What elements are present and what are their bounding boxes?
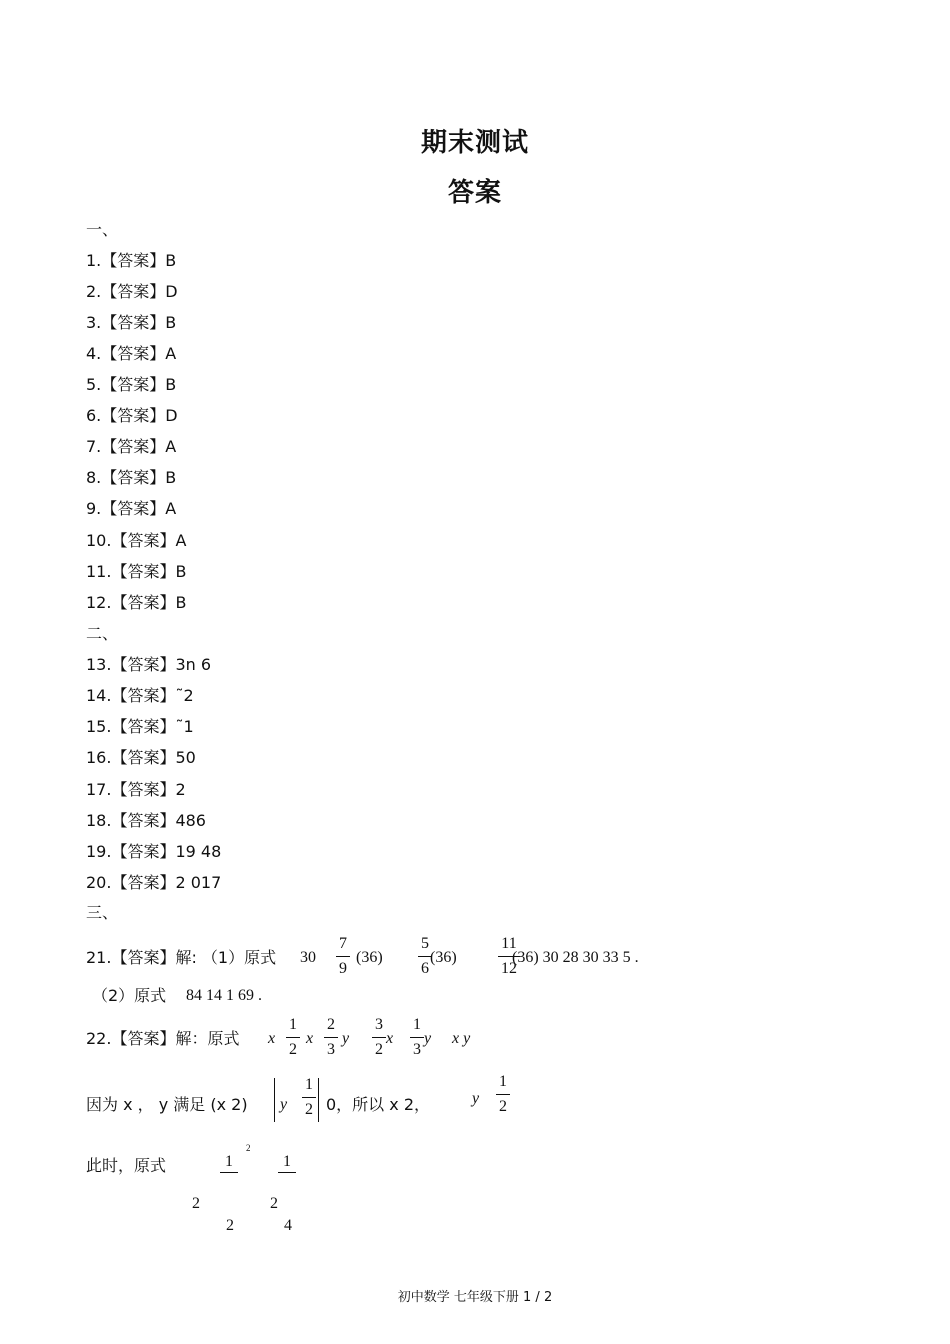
answer-item: 5.【答案】B bbox=[86, 375, 177, 394]
q21-part4: (36) 30 28 30 33 5 . bbox=[512, 949, 639, 966]
q22-since-f-num: 1 bbox=[305, 1076, 313, 1093]
q21-line2: （2）原式 bbox=[92, 986, 167, 1005]
q21-f3-den: 12 bbox=[501, 960, 517, 977]
q22-f3-num: 3 bbox=[375, 1016, 383, 1033]
q22-y-f-num: 1 bbox=[499, 1073, 507, 1090]
q22-then-row3b: 4 bbox=[284, 1217, 292, 1234]
answer-item: 3.【答案】B bbox=[86, 313, 177, 332]
q22-then-fraction-2 bbox=[278, 1152, 296, 1173]
q22-then-f1-num: 1 bbox=[225, 1153, 233, 1170]
q21-f1-num: 7 bbox=[339, 935, 347, 952]
abs-bar-right bbox=[318, 1078, 319, 1122]
q22-then-f2-den: 2 bbox=[270, 1195, 278, 1212]
q22-f1-den: 2 bbox=[289, 1041, 297, 1058]
q22-prefix: 22.【答案】解：原式 bbox=[86, 1029, 240, 1048]
answer-item: 1.【答案】B bbox=[86, 251, 177, 270]
page-subtitle: 答案 bbox=[447, 178, 502, 208]
q21-f2-num: 5 bbox=[421, 935, 429, 952]
section-one: 一、 bbox=[86, 220, 119, 239]
q21-fraction-1 bbox=[336, 934, 350, 979]
answer-item: 20.【答案】2 017 bbox=[86, 873, 222, 892]
q21-part3: (36) bbox=[430, 949, 457, 966]
q21-part2: (36) bbox=[356, 949, 383, 966]
answer-item: 2.【答案】D bbox=[86, 282, 178, 301]
page-footer: 初中数学 七年级下册 1 / 2 bbox=[397, 1290, 553, 1305]
q21-line2-expr: 84 14 1 69 . bbox=[186, 987, 262, 1004]
q21-f3-num: 11 bbox=[501, 935, 517, 952]
q22-since-fraction bbox=[302, 1075, 316, 1120]
q22-fraction-1 bbox=[286, 1015, 300, 1060]
q22-since-tail: 0，所以 x 2， bbox=[326, 1095, 431, 1114]
q22-f2-den: 3 bbox=[327, 1041, 335, 1058]
answer-item: 4.【答案】A bbox=[86, 344, 177, 363]
q21-f2-den: 6 bbox=[421, 960, 429, 977]
q22-y-fraction bbox=[496, 1072, 510, 1117]
q21-prefix: 21.【答案】解: （1）原式 bbox=[86, 948, 277, 967]
q21-f1-den: 9 bbox=[339, 960, 347, 977]
answer-item: 7.【答案】A bbox=[86, 437, 177, 456]
q22-then-sup: 2 bbox=[246, 1143, 251, 1153]
q22-f4-den: 3 bbox=[413, 1041, 421, 1058]
q22-f1-num: 1 bbox=[289, 1016, 297, 1033]
q22-then-f1-den: 2 bbox=[192, 1195, 200, 1212]
section-three: 三、 bbox=[86, 903, 119, 922]
q22-then-fraction-1 bbox=[220, 1152, 238, 1173]
q22-f2-num: 2 bbox=[327, 1016, 335, 1033]
q22-since: 因为 x ， y 满足 (x 2) bbox=[86, 1095, 248, 1114]
answer-item: 6.【答案】D bbox=[86, 406, 178, 425]
q22-fraction-4 bbox=[410, 1015, 424, 1060]
q22-x3: x bbox=[386, 1030, 394, 1047]
q21-part1: 30 bbox=[300, 949, 316, 966]
q22-f4-num: 1 bbox=[413, 1016, 421, 1033]
answer-item: 12.【答案】B bbox=[86, 593, 187, 612]
q22-y-eq: y bbox=[472, 1090, 480, 1107]
answer-item: 14.【答案】˜2 bbox=[86, 686, 194, 705]
q22-y-f-den: 2 bbox=[499, 1098, 507, 1115]
q22-since-f-den: 2 bbox=[305, 1101, 313, 1118]
q22-since-y: y bbox=[280, 1096, 288, 1113]
page-title: 期末测试 bbox=[420, 128, 529, 158]
answer-item: 19.【答案】19 48 bbox=[86, 842, 222, 861]
q22-tail: x y bbox=[452, 1030, 471, 1047]
answer-item: 15.【答案】˜1 bbox=[86, 717, 194, 736]
answer-item: 9.【答案】A bbox=[86, 499, 177, 518]
answer-item: 11.【答案】B bbox=[86, 562, 187, 581]
answer-item: 17.【答案】2 bbox=[86, 780, 186, 799]
q22-then-f2-num: 1 bbox=[283, 1153, 291, 1170]
answer-item: 16.【答案】50 bbox=[86, 748, 196, 767]
answer-item: 18.【答案】486 bbox=[86, 811, 206, 830]
q22-y2a: y bbox=[342, 1030, 350, 1047]
q22-x1: x bbox=[268, 1030, 276, 1047]
section-two: 二、 bbox=[86, 624, 119, 643]
q22-fraction-2 bbox=[324, 1015, 338, 1060]
answer-item: 13.【答案】3n 6 bbox=[86, 655, 212, 674]
abs-bar-left bbox=[274, 1078, 275, 1122]
q22-x2: x bbox=[306, 1030, 314, 1047]
q22-fraction-3 bbox=[372, 1015, 386, 1060]
q22-then-row3a: 2 bbox=[226, 1217, 234, 1234]
q22-then: 此时，原式 bbox=[86, 1156, 167, 1175]
q22-y2b: y bbox=[424, 1030, 432, 1047]
answer-item: 8.【答案】B bbox=[86, 468, 177, 487]
answer-item: 10.【答案】A bbox=[86, 531, 187, 550]
q22-f3-den: 2 bbox=[375, 1041, 383, 1058]
